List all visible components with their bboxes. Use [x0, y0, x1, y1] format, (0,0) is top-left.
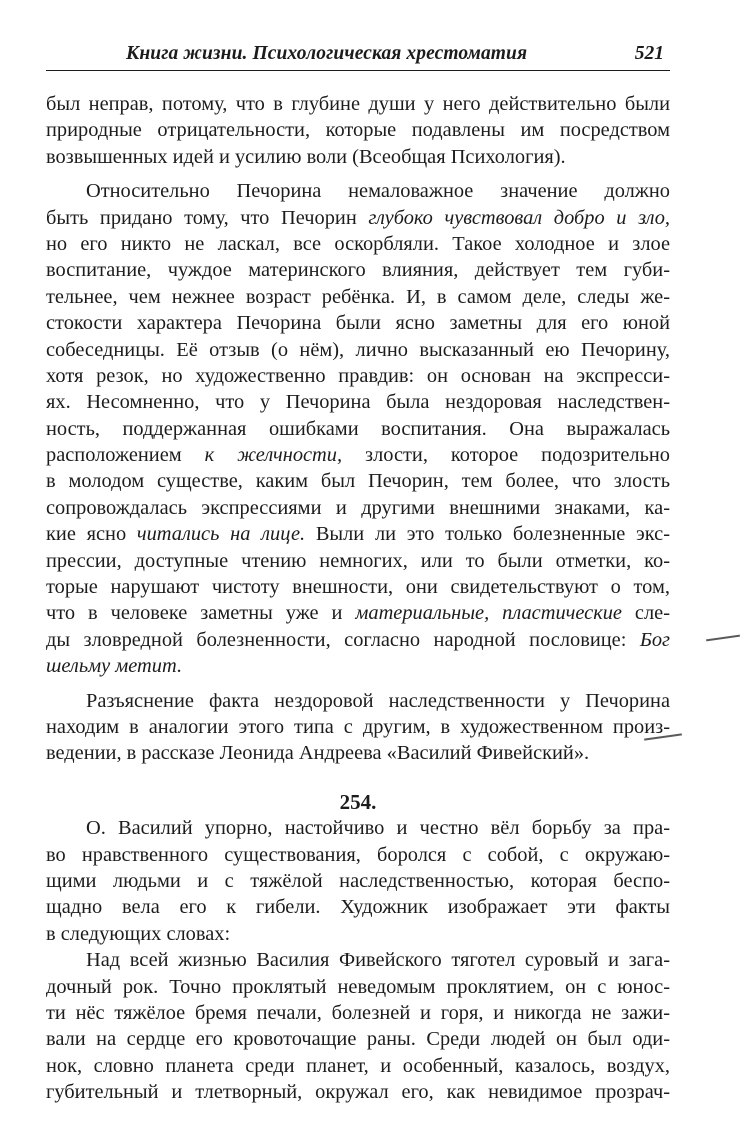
- italic-phrase: глубоко чувствовал добро и зло,: [368, 206, 670, 229]
- text-line: природные отрицательности, которые подавлены им посредством: [46, 119, 670, 142]
- text-line: щадно вела его к гибели. Художник изображает эти факты: [46, 896, 670, 919]
- italic-phrase: шельму метит.: [46, 655, 183, 678]
- text-line: нок, словно планета среди планет, и особенный, казалось, воздух,: [46, 1054, 670, 1077]
- italic-phrase: к желчности,: [204, 444, 343, 467]
- page-number: 521: [634, 43, 664, 64]
- margin-pen-mark: [706, 635, 740, 641]
- text-line: в следующих словах:: [46, 922, 231, 945]
- text-line: прессии, доступные чтению немногих, или то были отметки, ко-: [46, 549, 670, 572]
- text-line: губительный и тлетворный, окружал его, как невидимое прозрач-: [46, 1081, 670, 1104]
- body-text: [46, 91, 670, 1105]
- text-line: быть придано тому, что Печорин глубоко чувствовал добро и зло,: [46, 206, 670, 229]
- text-line: ды зловредной болезненности, согласно народной пословице: Бог: [46, 628, 670, 651]
- text-line: торые нарушают чистоту внешности, они свидетельствуют о том,: [46, 576, 670, 599]
- text-line: ти нёс тяжёлое бремя печали, болезней и горя, и никогда не зажи-: [46, 1001, 670, 1024]
- text-line: находим в аналогии этого типа с другим, в художественном произ-: [46, 715, 670, 738]
- text-line: Над всей жизнью Василия Фивейского тяготел суровый и зага-: [86, 949, 670, 972]
- italic-phrase: материальные, пластические: [355, 602, 622, 625]
- text-line: хотя резок, но художественно правдив: он основан на экспресси-: [46, 364, 670, 387]
- text-line: стокости характера Печорина были ясно заметны для его юной: [46, 312, 670, 335]
- text-line: во нравственного существования, боролся с собой, с окружаю-: [46, 843, 670, 866]
- text-line: что в человеке заметны уже и материальные, пластические сле-: [46, 602, 670, 625]
- text-line: был неправ, потому, что в глубине души у него действительно были: [46, 93, 670, 115]
- text-line: щими людьми и с тяжёлой наследственностью, которая беспо-: [46, 869, 670, 892]
- text-line: дочный рок. Точно проклятый неведомым проклятием, он с юнос-: [46, 975, 670, 998]
- text-line: ность, поддержанная ошибками воспитания. Она выражалась: [46, 417, 670, 440]
- text-line: возвышенных идей и усилию воли (Всеобщая Психология).: [46, 145, 566, 168]
- running-header: [46, 38, 670, 71]
- text-line: О. Василий упорно, настойчиво и честно вёл борьбу за пра-: [86, 817, 670, 840]
- italic-phrase: читались на лице.: [136, 523, 306, 546]
- text-line: ях. Несомненно, что у Печорина была нездоровая наследствен-: [46, 391, 670, 414]
- running-title: Книга жизни. Психологическая хрестоматия: [126, 43, 528, 64]
- text-line: кие ясно читались на лице. Выли ли это только болезненные экс-: [46, 523, 670, 546]
- text-line: тельнее, чем нежнее возраст ребёнка. И, в самом деле, следы же-: [46, 285, 670, 308]
- paragraph-4: [46, 815, 670, 947]
- text-line: воспитание, чуждое материнского влияния, действует тем губи-: [46, 259, 670, 282]
- text-line: Относительно Печорина немаловажное значение должно: [86, 180, 670, 203]
- paragraph-3: [46, 688, 670, 767]
- text-line: но его никто не ласкал, все оскорбляли. Такое холодное и злое: [46, 232, 670, 255]
- text-line: Разъяснение факта нездоровой наследственности у Печорина: [86, 689, 670, 712]
- paragraph-2: [46, 178, 670, 679]
- text-line: в молодом существе, каким был Печорин, тем более, что злость: [46, 470, 670, 493]
- paragraph-1: [46, 91, 670, 170]
- paragraph-5: [46, 947, 670, 1105]
- italic-phrase: Бог: [639, 628, 670, 651]
- text-line: [46, 653, 670, 679]
- text-line: сопровождалась экспрессиями и другими внешними знаками, ка-: [46, 496, 670, 519]
- text-line: собеседницы. Её отзыв (о нём), лично высказанный ею Печорину,: [46, 338, 670, 361]
- section-number: 254.: [339, 789, 377, 814]
- text-line: ведении, в рассказе Леонида Андреева «Василий Фивейский».: [46, 742, 590, 765]
- text-line: вали на сердце его кровоточащие раны. Среди людей он был оди-: [46, 1028, 670, 1051]
- text-line: расположением к желчности, злости, которое подозрительно: [46, 444, 670, 467]
